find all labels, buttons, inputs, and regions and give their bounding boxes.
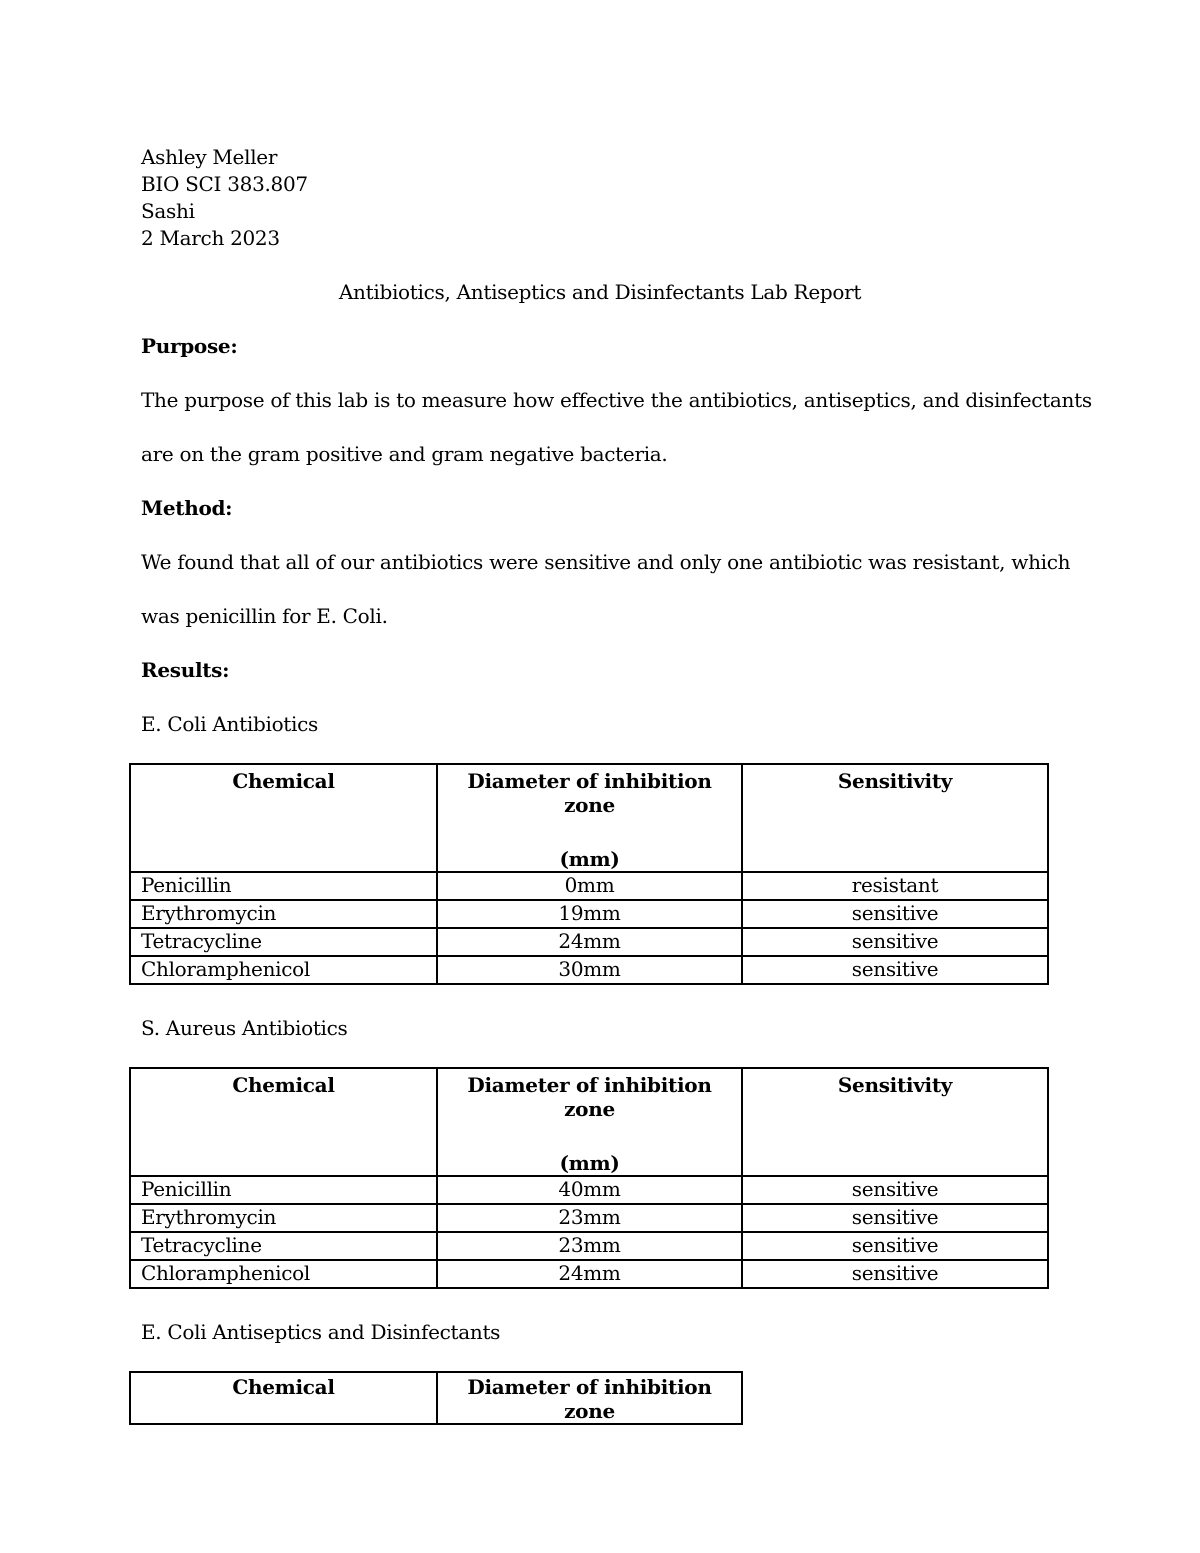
cell-diameter: 40mm (437, 1176, 742, 1204)
cell-chemical: Erythromycin (130, 1204, 437, 1232)
table-row (130, 1260, 1048, 1288)
table-row (130, 900, 1048, 928)
column-header-sensitivity: Sensitivity (742, 764, 1048, 872)
cell-diameter: 19mm (437, 900, 742, 928)
ecoli-antibiotics-table (129, 763, 1049, 985)
cell-sensitivity: sensitive (742, 1260, 1048, 1288)
column-header-chemical: Chemical (130, 1068, 437, 1176)
method-heading: Method: (141, 496, 233, 520)
table-row (130, 956, 1048, 984)
column-header-diameter: Diameter of inhibition zone (mm) (437, 1068, 742, 1176)
cell-chemical: Tetracycline (130, 1232, 437, 1260)
column-header-sensitivity: Sensitivity (742, 1068, 1048, 1176)
cell-chemical: Penicillin (130, 872, 437, 900)
cell-chemical: Erythromycin (130, 900, 437, 928)
cell-chemical: Tetracycline (130, 928, 437, 956)
cell-sensitivity: sensitive (742, 1176, 1048, 1204)
cell-sensitivity: sensitive (742, 1204, 1048, 1232)
saureus-antibiotics-table (129, 1067, 1049, 1289)
method-text-line-2: was penicillin for E. Coli. (141, 604, 388, 628)
ecoli-antiseptics-table (129, 1371, 743, 1425)
cell-sensitivity: resistant (742, 872, 1048, 900)
column-header-diameter: Diameter of inhibition zone (mm) (437, 764, 742, 872)
cell-diameter: 23mm (437, 1204, 742, 1232)
results-heading: Results: (141, 658, 230, 682)
table-header-row (130, 764, 1048, 872)
cell-chemical: Chloramphenicol (130, 956, 437, 984)
author-name: Ashley Meller (141, 145, 278, 169)
cell-chemical: Chloramphenicol (130, 1260, 437, 1288)
cell-sensitivity: sensitive (742, 928, 1048, 956)
cell-sensitivity: sensitive (742, 956, 1048, 984)
table-row (130, 1176, 1048, 1204)
column-header-chemical: Chemical (130, 764, 437, 872)
report-title: Antibiotics, Antiseptics and Disinfectants Lab Report (338, 280, 862, 304)
table-caption-ecoli-antibiotics: E. Coli Antibiotics (141, 712, 319, 736)
cell-diameter: 24mm (437, 928, 742, 956)
column-header-diameter: Diameter of inhibition zone (437, 1372, 742, 1424)
table-row (130, 872, 1048, 900)
cell-sensitivity: sensitive (742, 900, 1048, 928)
purpose-heading: Purpose: (141, 334, 238, 358)
method-text-line-1: We found that all of our antibiotics were sensitive and only one antibiotic was resistant, which (141, 550, 1071, 574)
table-header-row (130, 1372, 742, 1424)
cell-diameter: 24mm (437, 1260, 742, 1288)
table-caption-ecoli-antiseptics: E. Coli Antiseptics and Disinfectants (141, 1320, 501, 1344)
instructor-name: Sashi (141, 199, 195, 223)
cell-diameter: 30mm (437, 956, 742, 984)
course-code: BIO SCI 383.807 (141, 172, 308, 196)
cell-sensitivity: sensitive (742, 1232, 1048, 1260)
purpose-text-line-1: The purpose of this lab is to measure how effective the antibiotics, antiseptics, and disinfectants (141, 388, 1092, 412)
table-header-row (130, 1068, 1048, 1176)
table-caption-saureus-antibiotics: S. Aureus Antibiotics (141, 1016, 348, 1040)
table-row (130, 1232, 1048, 1260)
table-row (130, 1204, 1048, 1232)
cell-diameter: 0mm (437, 872, 742, 900)
cell-chemical: Penicillin (130, 1176, 437, 1204)
column-header-chemical: Chemical (130, 1372, 437, 1424)
table-row (130, 928, 1048, 956)
cell-diameter: 23mm (437, 1232, 742, 1260)
purpose-text-line-2: are on the gram positive and gram negative bacteria. (141, 442, 668, 466)
report-date: 2 March 2023 (141, 226, 280, 250)
